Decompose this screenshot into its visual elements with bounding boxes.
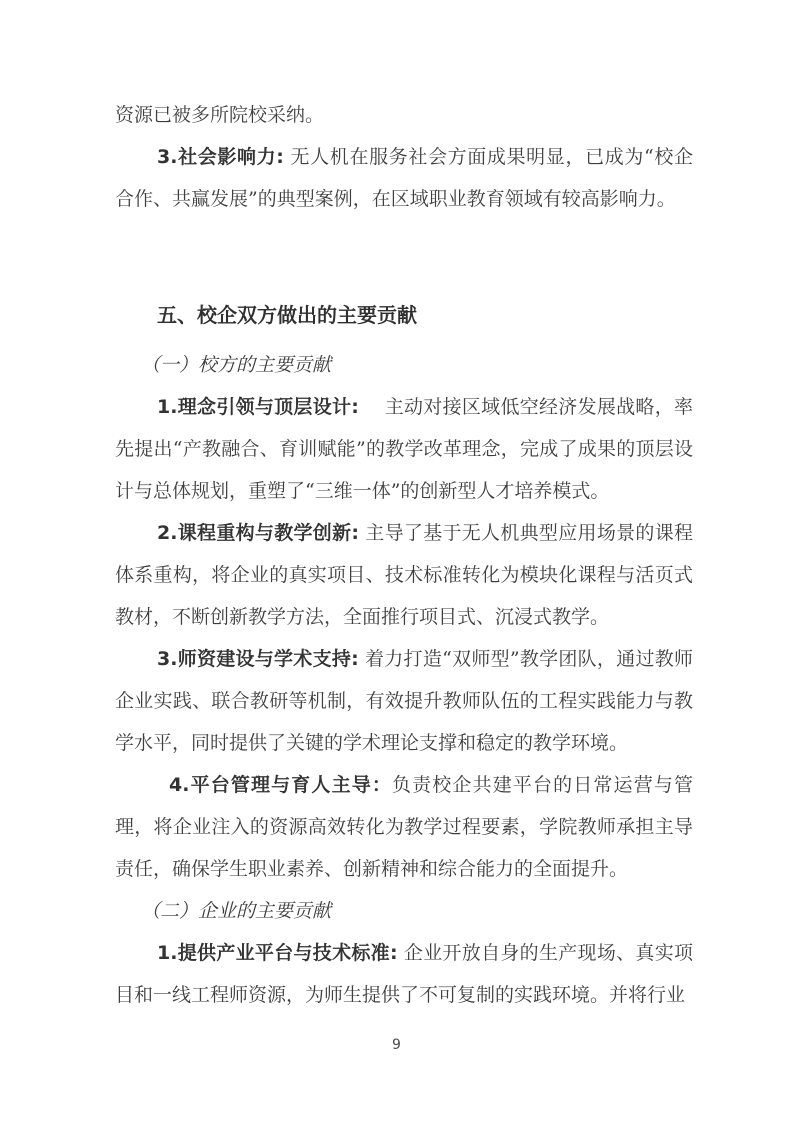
paragraph-lead: 4.平台管理与育人主导： [169, 774, 392, 796]
document-content [115, 94, 693, 1016]
paragraph-text: 负责校企共建平台的日常运营与管理，将企业注入的资源高效转化为教学过程要素，学院教师承担主导责任，确保学生职业素养、创新精神和综合能力的全面提升。 [115, 774, 693, 880]
paragraph-lead: 3.师资建设与学术支持: [157, 648, 359, 670]
paragraph-lead: 1.理念引领与顶层设计: [157, 396, 359, 418]
continuation-paragraph [115, 94, 693, 136]
paragraph-text: 主导了基于无人机典型应用场景的课程体系重构，将企业的真实项目、技术标准转化为模块化课程与活页式教材，不断创新教学方法，全面推行项目式、沉浸式教学。 [115, 522, 693, 628]
page-number: 9 [392, 1037, 401, 1053]
paragraph-text: 企业开放自身的生产现场、真实项目和一线工程师资源，为师生提供了不可复制的实践环境。并将行业 [115, 942, 693, 1006]
paragraph-lead: 3.社会影响力: [157, 146, 284, 168]
body-paragraph [115, 932, 693, 1016]
paragraph-text: 无人机在服务社会方面成果明显，已成为“校企合作、共赢发展”的典型案例，在区域职业教育领域有较高影响力。 [115, 146, 693, 210]
paragraph-text: 资源已被多所院校采纳。 [115, 104, 325, 126]
body-paragraph [115, 512, 693, 638]
paragraph-lead: 2.课程重构与教学创新: [157, 522, 359, 544]
section-heading: 五、校企双方做出的主要贡献 [157, 303, 417, 327]
body-paragraph [115, 386, 693, 512]
subsection-heading-enterprise: （二）企业的主要贡献 [141, 900, 332, 922]
paragraph-social-impact [115, 136, 693, 220]
body-paragraph [115, 638, 693, 764]
paragraph-text: 着力打造“双师型”教学团队，通过教师企业实践、联合教研等机制，有效提升教师队伍的工程实践能力与教学水平，同时提供了关键的学术理论支撑和稳定的教学环境。 [115, 648, 693, 754]
paragraph-lead: 1.提供产业平台与技术标准: [157, 942, 398, 964]
paragraph-text: 主动对接区域低空经济发展战略，率先提出“产教融合、育训赋能”的教学改革理念，完成了成果的顶层设计与总体规划，重塑了“三维一体”的创新型人才培养模式。 [115, 396, 693, 502]
body-paragraph [115, 764, 693, 890]
subsection-heading-school: （一）校方的主要贡献 [141, 354, 332, 376]
